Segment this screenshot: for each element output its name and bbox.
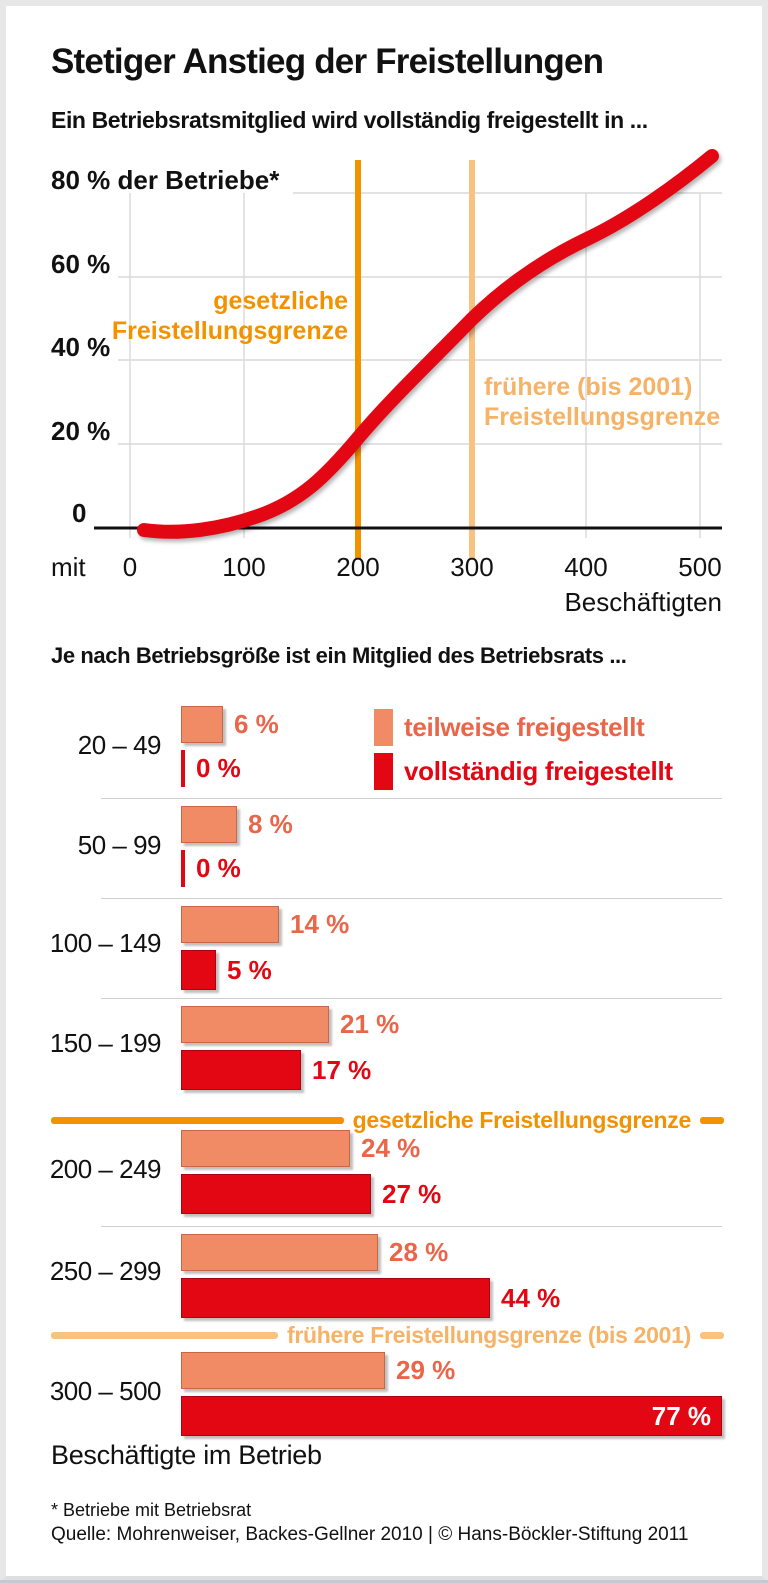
x-axis-prefix: mit [51,552,86,582]
legal-annotation-line2: Freistellungsgrenze [111,317,348,345]
bar-teilweise-row3 [181,906,349,943]
bar-value: 14 % [290,909,350,939]
category-label: 300 – 500 [49,1376,161,1406]
divider-line [51,1332,278,1339]
category-label: 250 – 299 [49,1256,161,1286]
legend-label-voll: vollständig freigestellt [404,756,673,786]
bar-value: 17 % [312,1054,372,1085]
footnote: * Betriebe mit Betriebsrat [51,1500,252,1520]
vertical-gridlines [130,193,700,538]
bar [181,1234,378,1271]
legend-item-teilweise [374,709,673,746]
row-separator [101,898,722,899]
bar [181,1352,385,1389]
former-annotation-line1: frühere (bis 2001) [484,373,693,401]
bar-x-axis-label: Beschäftigte im Betrieb [51,1440,322,1470]
bar-voll-row3 [181,950,272,990]
bar-value: 27 % [382,1178,442,1209]
divider-line [51,1117,344,1124]
divider-label: frühere Freistellungsgrenze (bis 2001) [286,1322,691,1348]
bar [181,806,237,843]
bar-value: 28 % [389,1237,449,1267]
bar-value: 44 % [501,1282,561,1313]
y-label-0: 0 [72,498,87,528]
y-label-40: 40 % [51,332,111,362]
former-annotation-line2: Freistellungsgrenze [484,403,721,431]
bar-teilweise-row7 [181,1352,455,1389]
bar-value: 6 % [234,709,279,739]
bar-value: 21 % [340,1009,400,1039]
bar [181,1278,490,1318]
bar-teilweise-row2 [181,806,293,843]
bar [181,706,223,743]
bar-voll-row7 [181,1396,722,1436]
row-separator [101,1226,722,1227]
bar [181,850,185,887]
page-title: Stetiger Anstieg der Freistellungen [51,42,604,81]
bar-value: 8 % [248,809,293,839]
legend-swatch-voll [374,753,393,790]
legend-item-voll [374,753,673,790]
bar-section-header: Je nach Betriebsgröße ist ein Mitglied des Betriebsrats ... [51,643,627,668]
bar [181,1396,722,1436]
bar [181,1130,350,1167]
y-label-60: 60 % [51,249,111,279]
row-separator [101,998,722,999]
x-tick-400: 400 [564,552,608,582]
bar-voll-row2 [181,850,241,887]
bar-teilweise-row1 [181,706,279,743]
category-label: 20 – 49 [77,730,161,760]
legend-label-teilweise: teilweise freigestellt [404,712,645,742]
bar-voll-row6 [181,1278,560,1318]
legend [374,709,673,797]
category-label: 150 – 199 [49,1028,161,1058]
former-threshold-divider [51,1322,724,1349]
bar-value: 5 % [227,954,272,985]
bar [181,1174,371,1214]
bar-teilweise-row6 [181,1234,448,1271]
y-label-20: 20 % [51,416,111,446]
bar-teilweise-row5 [181,1130,420,1167]
bar-voll-row4 [181,1050,371,1090]
bar [181,1050,301,1090]
bar [181,906,279,943]
divider-label: gesetzliche Freistellungsgrenze [352,1107,691,1133]
bar-value-inside: 77 % [651,1401,711,1431]
bar-value: 0 % [196,753,241,783]
bar [181,1006,329,1043]
category-label: 50 – 99 [77,830,161,860]
bar-teilweise-row4 [181,1006,399,1043]
bar [181,950,216,990]
bar-value: 29 % [396,1355,456,1385]
legal-annotation-line1: gesetzliche [213,287,348,315]
category-label: 100 – 149 [49,928,161,958]
x-tick-200: 200 [336,552,380,582]
legend-swatch-teilweise [374,709,393,746]
x-tick-500: 500 [678,552,722,582]
y-label-80: 80 % der Betriebe* [51,165,280,195]
divider-dash [700,1117,724,1124]
row-separator [101,798,722,799]
category-label: 200 – 249 [49,1154,161,1184]
bar-voll-row5 [181,1174,441,1214]
bar [181,750,185,787]
line-chart [6,146,768,624]
bar-voll-row1 [181,750,241,787]
bar-value: 24 % [361,1133,421,1163]
x-axis-suffix: Beschäftigten [564,587,722,617]
x-tick-100: 100 [222,552,266,582]
line-chart-subtitle: Ein Betriebsratsmitglied wird vollständig freigestellt in ... [51,107,648,133]
source-line: Quelle: Mohrenweiser, Backes-Gellner 2010 | © Hans-Böckler-Stiftung 2011 [51,1524,689,1545]
bar-value: 0 % [196,853,241,883]
divider-dash [700,1332,724,1339]
x-tick-0: 0 [122,552,138,582]
x-tick-300: 300 [450,552,494,582]
